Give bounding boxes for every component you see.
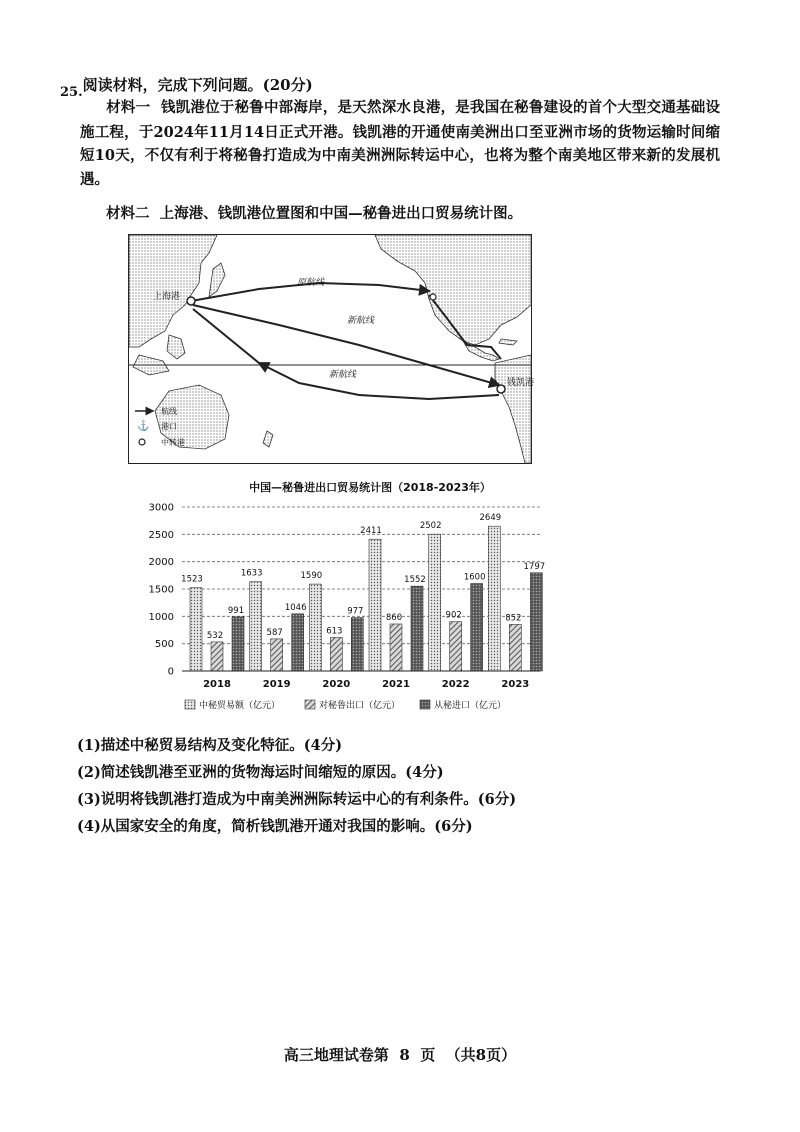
legend-entry: 从秘进口（亿元） bbox=[434, 701, 507, 711]
bar-value-label: 532 bbox=[206, 630, 224, 641]
route-map-svg bbox=[129, 235, 535, 463]
bar-value-label: 1600 bbox=[463, 572, 486, 583]
bar-value-label: 1633 bbox=[240, 568, 263, 579]
bar-dark bbox=[411, 586, 423, 671]
bar-hatch bbox=[390, 624, 402, 671]
material-2 bbox=[106, 202, 522, 223]
legend-swatch bbox=[305, 700, 315, 709]
bar-dots bbox=[250, 582, 262, 671]
question-header bbox=[60, 74, 313, 100]
bar-hatch bbox=[509, 624, 521, 671]
y-tick-label: 2500 bbox=[148, 529, 174, 541]
bar-dots bbox=[369, 539, 381, 671]
y-tick-label: 500 bbox=[154, 639, 174, 651]
shanghai-port-label: 上海港 bbox=[153, 292, 181, 302]
page-footer: 高三地理试卷第 8 页 （共8页） bbox=[283, 1046, 517, 1064]
bar-dots bbox=[429, 534, 441, 671]
y-tick-label: 1000 bbox=[148, 611, 174, 623]
legend-transfer-label: 中转港 bbox=[161, 438, 185, 447]
bar-dark bbox=[232, 617, 244, 671]
caribbean-islands bbox=[499, 339, 517, 345]
asia-landmass bbox=[129, 235, 217, 347]
sub-question-3: (3)说明将钱凯港打造成为中南美洲洲际转运中心的有利条件。(6分) bbox=[77, 791, 517, 808]
north-america-landmass bbox=[375, 235, 531, 345]
bar-hatch bbox=[450, 622, 462, 671]
trade-chart-svg bbox=[130, 497, 570, 719]
shanghai-port-marker bbox=[187, 297, 195, 305]
new-route-line-2 bbox=[259, 363, 499, 399]
japan-island bbox=[209, 263, 225, 297]
sub-question-4: (4)从国家安全的角度，简析钱凯港开通对我国的影响。(6分) bbox=[77, 818, 473, 835]
bar-value-label: 902 bbox=[445, 610, 462, 621]
bar-value-label: 1046 bbox=[284, 602, 307, 613]
sub-question-1: (1)描述中秘贸易结构及变化特征。(4分) bbox=[77, 737, 343, 754]
x-tick-label: 2022 bbox=[441, 679, 470, 690]
y-tick-label: 2000 bbox=[148, 557, 174, 569]
south-america-landmass bbox=[495, 355, 531, 463]
x-tick-label: 2019 bbox=[262, 679, 291, 690]
transfer-port-marker bbox=[430, 294, 436, 300]
bar-dots bbox=[488, 526, 500, 671]
transfer-icon bbox=[139, 439, 145, 445]
question-number: 25. bbox=[60, 85, 83, 100]
bar-dots bbox=[190, 588, 202, 671]
bar-hatch bbox=[211, 642, 223, 671]
bar-value-label: 587 bbox=[266, 627, 283, 638]
legend-port-label: 港口 bbox=[161, 422, 177, 431]
x-tick-label: 2021 bbox=[382, 679, 410, 690]
y-tick-label: 1500 bbox=[148, 584, 174, 596]
trade-chart bbox=[130, 497, 570, 719]
bar-value-label: 1552 bbox=[404, 575, 426, 586]
qiankai-port-marker bbox=[497, 385, 505, 393]
material-1-text: 钱凯港位于秘鲁中部海岸，是天然深水良港，是我国在秘鲁建设的首个大型交通基础设施工程，于2024年11月14日正式开港。钱凯港的开通使南美洲出口至亚洲市场的货物运输时间缩短10天，不仅有利于将秘鲁打造成为中南美洲洲际转运中心，也将为整个南美地区带来新的发展机遇。 bbox=[80, 99, 720, 188]
bar-dark bbox=[292, 614, 304, 671]
new-route-label-1: 新航线 bbox=[347, 316, 375, 326]
legend-swatch bbox=[185, 700, 195, 709]
route-map bbox=[128, 234, 535, 464]
bar-dark bbox=[351, 618, 363, 671]
y-tick-label: 0 bbox=[167, 666, 174, 678]
new-zealand-island bbox=[263, 431, 273, 447]
bar-value-label: 977 bbox=[347, 606, 364, 617]
material-1-label: 材料一 bbox=[106, 100, 151, 116]
x-tick-label: 2018 bbox=[203, 679, 231, 690]
material-2-text: 上海港、钱凯港位置图和中国—秘鲁进出口贸易统计图。 bbox=[159, 205, 523, 222]
anchor-icon: ⚓ bbox=[137, 421, 150, 432]
legend-entry: 中秘贸易额（亿元） bbox=[199, 701, 281, 711]
bar-value-label: 991 bbox=[227, 605, 245, 616]
legend-swatch bbox=[420, 700, 430, 709]
material-2-label: 材料二 bbox=[106, 206, 150, 222]
bar-value-label: 1797 bbox=[523, 561, 546, 572]
bar-value-label: 2411 bbox=[360, 526, 382, 537]
bar-hatch bbox=[271, 639, 283, 671]
qiankai-port-label: 钱凯港 bbox=[507, 378, 535, 388]
chart-title: 中国—秘鲁进出口贸易统计图（2018-2023年） bbox=[249, 481, 491, 494]
old-route-label: 原航线 bbox=[297, 278, 325, 288]
x-tick-label: 2023 bbox=[501, 679, 530, 690]
legend-entry: 对秘鲁出口（亿元） bbox=[319, 701, 401, 711]
new-route-label-2: 新航线 bbox=[329, 370, 357, 380]
bar-value-label: 613 bbox=[326, 626, 343, 637]
bar-value-label: 1523 bbox=[181, 574, 203, 585]
legend-route-label: 航线 bbox=[161, 407, 177, 416]
bar-dark bbox=[530, 573, 542, 671]
material-1 bbox=[80, 96, 720, 191]
x-tick-label: 2020 bbox=[322, 679, 351, 690]
bar-value-label: 1590 bbox=[300, 571, 323, 582]
bar-value-label: 2502 bbox=[419, 521, 442, 532]
bar-value-label: 860 bbox=[385, 612, 403, 623]
bar-value-label: 2649 bbox=[479, 513, 502, 524]
question-title: 阅读材料，完成下列问题。(20分) bbox=[82, 76, 313, 94]
bar-dots bbox=[309, 584, 321, 671]
sub-question-2: (2)简述钱凯港至亚洲的货物海运时间缩短的原因。(4分) bbox=[77, 764, 444, 781]
bar-hatch bbox=[330, 637, 342, 671]
bar-value-label: 852 bbox=[505, 613, 522, 624]
y-tick-label: 3000 bbox=[148, 502, 174, 514]
bar-dark bbox=[471, 584, 483, 671]
